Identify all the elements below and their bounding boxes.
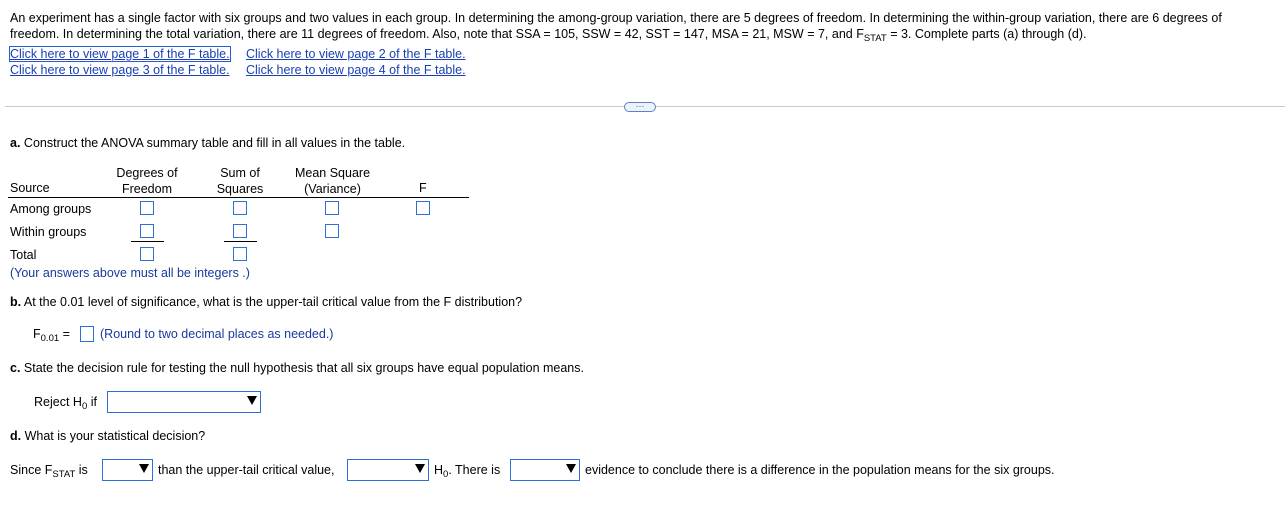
since-label-sub: STAT — [52, 469, 76, 480]
col-header-source: Source — [10, 181, 50, 195]
dropdown-arrow-icon — [415, 464, 425, 473]
row-label-total: Total — [10, 248, 37, 262]
since-label-main: Since F — [10, 463, 53, 477]
table-header-rule — [8, 197, 469, 198]
part-b-prompt-body: At the 0.01 level of significance, what is the upper-tail critical value from the F distribution? — [21, 295, 523, 309]
dropdown-arrow-icon — [247, 396, 257, 405]
col-header-df-line2: Freedom — [121, 182, 173, 196]
f-critical-equals: = — [62, 327, 70, 341]
dropdown-arrow-icon — [139, 464, 149, 473]
part-a-prompt: a. Construct the ANOVA summary table and fill in all values in the table. — [10, 136, 406, 150]
f-critical-input[interactable] — [80, 326, 94, 342]
f-table-page-2-link[interactable]: Click here to view page 2 of the F table. — [246, 47, 466, 61]
col-header-ss-line2: Squares — [216, 182, 264, 196]
col-header-ms-line2: (Variance) — [304, 182, 361, 196]
col-header-df-line1: Degrees of — [116, 166, 178, 180]
col-header-f: F — [419, 181, 427, 195]
dropdown-arrow-icon — [566, 464, 576, 473]
total-ss-input[interactable] — [233, 247, 247, 261]
within-ms-input[interactable] — [325, 224, 339, 238]
mid-sentence-text: than the upper-tail critical value, — [158, 463, 335, 477]
part-b-hint: (Round to two decimal places as needed.) — [100, 327, 334, 341]
part-c-prompt-body: State the decision rule for testing the null hypothesis that all six groups have equal population means. — [20, 361, 584, 375]
conclusion-text: evidence to conclude there is a difference in the population means for the six groups. — [585, 463, 1055, 477]
row-label-among-groups: Among groups — [10, 202, 92, 216]
part-d-prompt-letter: d. — [10, 429, 22, 443]
decision-dropdown[interactable] — [347, 459, 429, 481]
f-table-page-1-link[interactable]: Click here to view page 1 of the F table. — [10, 47, 230, 61]
within-ss-input[interactable] — [233, 224, 247, 238]
part-b-prompt-letter: b. — [10, 295, 22, 309]
f-critical-label-main: F — [33, 327, 41, 341]
problem-line-1: An experiment has a single factor with six groups and two values in each group. In determining the among-group variation, there are 5 degrees of freedom. In determining the within-group variation, there are 6 degrees of — [10, 11, 1222, 25]
evidence-dropdown[interactable] — [510, 459, 580, 481]
problem-line-2-end: = 3. Complete parts (a) through (d). — [886, 27, 1087, 41]
total-df-input[interactable] — [140, 247, 154, 261]
reject-label-main: Reject H — [34, 395, 82, 409]
h0-label-sub: 0 — [443, 469, 449, 480]
fstat-subscript: STAT — [863, 33, 887, 44]
within-df-input[interactable] — [140, 224, 154, 238]
col-header-ss-line1: Sum of — [220, 166, 260, 180]
decision-rule-dropdown[interactable] — [107, 391, 261, 413]
total-df-rule — [131, 241, 164, 242]
part-a-prompt-text: Construct the ANOVA summary table and fill in all values in the table. — [20, 136, 406, 150]
expand-more-button[interactable]: ··· — [624, 102, 656, 112]
among-ms-input[interactable] — [325, 201, 339, 215]
problem-statement — [10, 10, 1278, 42]
f-table-page-4-link[interactable]: Click here to view page 4 of the F table. — [246, 63, 466, 77]
reject-label — [34, 395, 97, 412]
h0-label-main: H — [434, 463, 444, 477]
col-header-ss — [205, 165, 275, 197]
since-fstat-label — [10, 463, 88, 480]
col-header-df — [108, 165, 186, 197]
comparison-dropdown[interactable] — [102, 459, 153, 481]
part-d-prompt — [10, 429, 205, 443]
integer-note: (Your answers above must all be integers .) — [10, 266, 250, 280]
f-critical-label-sub: 0.01 — [40, 333, 60, 344]
part-b-prompt — [10, 295, 522, 309]
part-c-prompt-letter: c. — [10, 361, 21, 375]
reject-label-sub: 0 — [81, 401, 88, 412]
part-c-prompt — [10, 361, 584, 375]
reject-label-if: if — [87, 395, 97, 409]
among-f-input[interactable] — [416, 201, 430, 215]
among-ss-input[interactable] — [233, 201, 247, 215]
among-df-input[interactable] — [140, 201, 154, 215]
total-ss-rule — [224, 241, 257, 242]
col-header-ms-line1: Mean Square — [294, 166, 371, 180]
problem-line-2 — [10, 26, 1278, 42]
since-label-is: is — [75, 463, 88, 477]
f-table-page-3-link[interactable]: Click here to view page 3 of the F table. — [10, 63, 230, 77]
col-header-ms — [285, 165, 380, 197]
part-d-prompt-body: What is your statistical decision? — [21, 429, 206, 443]
row-label-within-groups: Within groups — [10, 225, 87, 239]
f-critical-label — [33, 327, 70, 344]
problem-line-2-text: freedom. In determining the total variation, there are 11 degrees of freedom. Also, note that SSA = 105, SSW = 42, SST = 147, MSA = 21, MSW = 7, and F — [10, 27, 864, 41]
h0-label — [434, 463, 501, 480]
h0-label-there-is: . There is — [448, 463, 501, 477]
